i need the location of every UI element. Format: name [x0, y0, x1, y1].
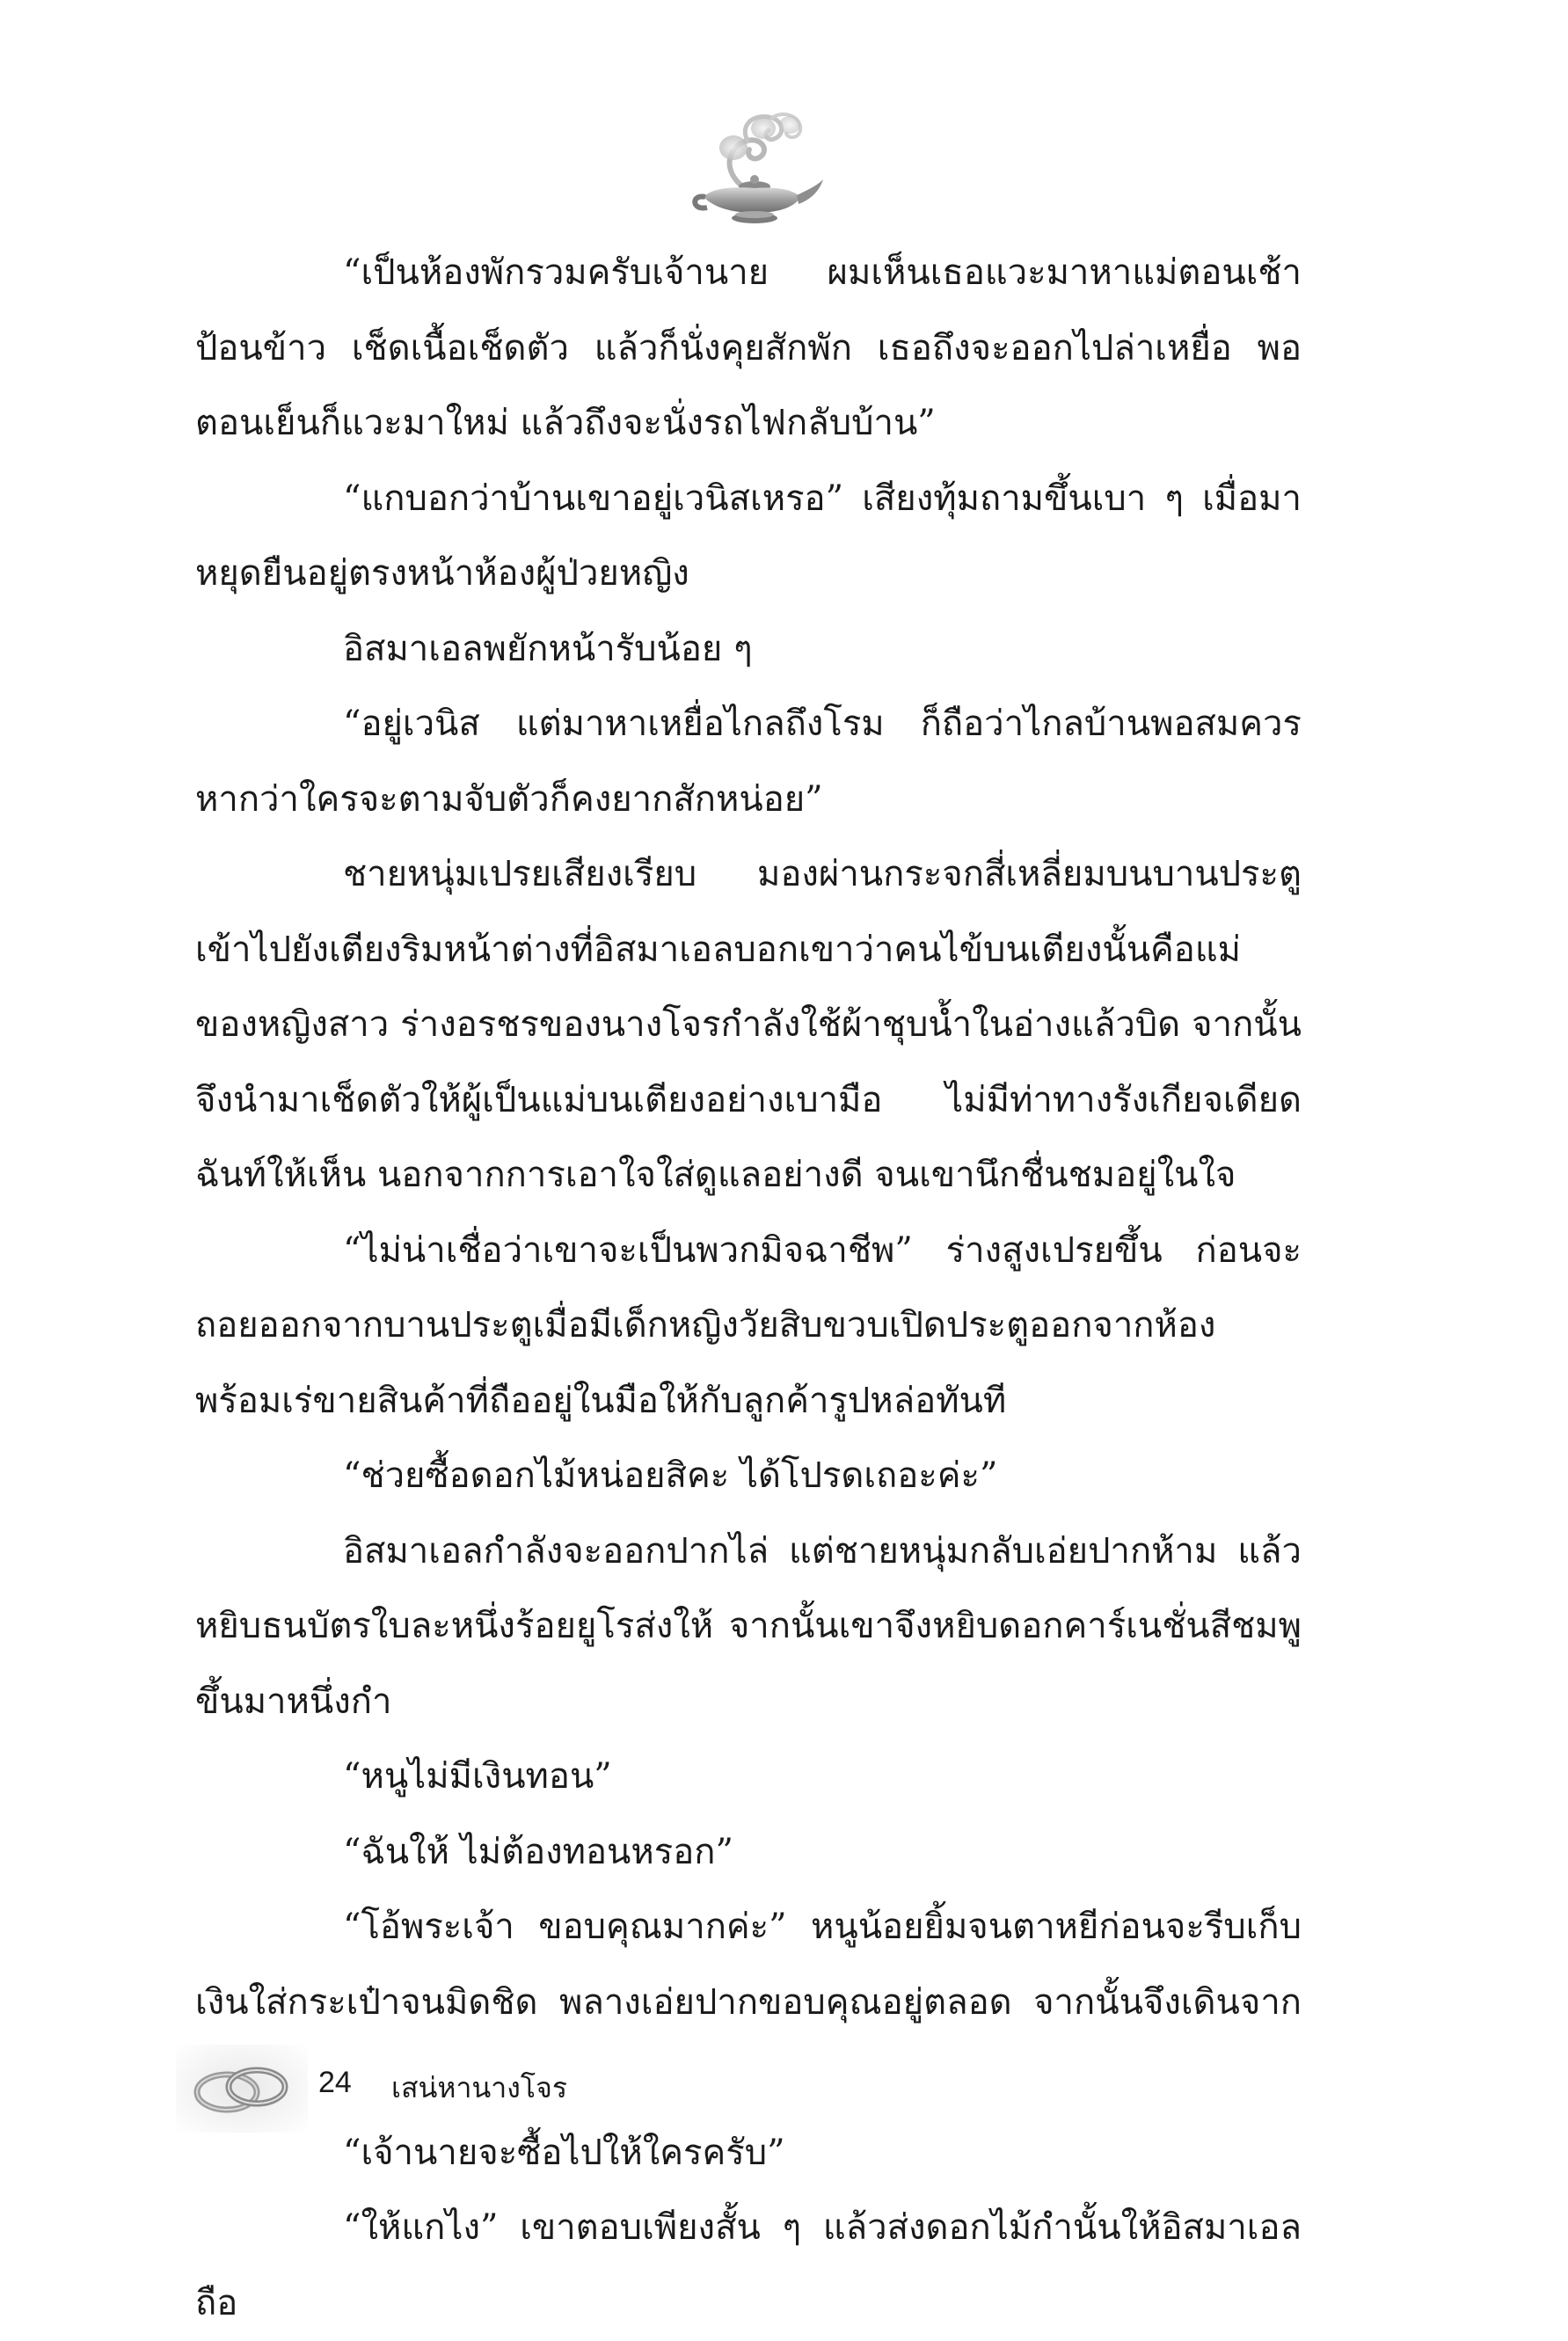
page-number: 24	[318, 2066, 352, 2099]
paragraph: “ช่วยซื้อดอกไม้หน่อยสิคะ ได้โปรดเถอะค่ะ”	[343, 1455, 998, 1496]
page-footer	[176, 2045, 791, 2133]
paragraph: “อยู่เวนิส แต่มาหาเหยื่อไกลถึงโรม ก็ถือว่าไกลบ้านพอสมควร หากว่าใครจะตามจับตัวก็คงยากสักหน่อย”	[195, 704, 1302, 820]
book-title: เสน่หานางโจร	[391, 2072, 567, 2104]
paragraph: ชายหนุ่มเปรยเสียงเรียบ มองผ่านกระจกสี่เหลี่ยมบนบานประตูเข้าไปยังเตียงริมหน้าต่างที่อิสมาเอลบอกเขาว่าคนไข้บนเตียงนั้นคือแม่ของหญิงสาว ร่างอรชรของนางโจรกำลังใช้ผ้าชุบน้ำในอ่างแล้วบิด จากนั้นจึงนำมาเช็ดตัวให้ผู้เป็นแม่บนเตียงอย่างเบามือ ไม่มีท่าทางรังเกียจเดียดฉันท์ให้เห็น นอกจากการเอาใจใส่ดูแลอย่างดี จนเขานึกชื่นชมอยู่ในใจ	[195, 854, 1302, 1195]
paragraph: “เป็นห้องพักรวมครับเจ้านาย ผมเห็นเธอแวะมาหาแม่ตอนเช้า ป้อนข้าว เช็ดเนื้อเช็ดตัว แล้วก็นั่งคุยสักพัก เธอถึงจะออกไปล่าเหยื่อ พอตอนเย็นก็แวะมาใหม่ แล้วถึงจะนั่งรถไฟกลับบ้าน”	[195, 252, 1302, 443]
page-body	[195, 236, 1302, 2341]
paragraph: “ให้แกไง” เขาตอบเพียงสั้น ๆ แล้วส่งดอกไม้กำนั้นให้อิสมาเอลถือ	[195, 2207, 1302, 2323]
wedding-rings-icon	[176, 2045, 308, 2133]
paragraph: “ไม่น่าเชื่อว่าเขาจะเป็นพวกมิจฉาชีพ” ร่างสูงเปรยขึ้น ก่อนจะถอยออกจากบานประตูเมื่อมีเด็กหญิงวัยสิบขวบเปิดประตูออกจากห้อง พร้อมเร่ขายสินค้าที่ถืออยู่ในมือให้กับลูกค้ารูปหล่อทันที	[195, 1229, 1302, 1421]
paragraph: อิสมาเอลกำลังจะออกปากไล่ แต่ชายหนุ่มกลับเอ่ยปากห้าม แล้วหยิบธนบัตรใบละหนึ่งร้อยยูโรส่งให้ จากนั้นเขาจึงหยิบดอกคาร์เนชั่นสีชมพูขึ้นมาหนึ่งกำ	[195, 1530, 1302, 1722]
paragraph: “เจ้านายจะซื้อไปให้ใครครับ”	[343, 2132, 785, 2173]
paragraph: “โอ้พระเจ้า ขอบคุณมากค่ะ” หนูน้อยยิ้มจนตาหยีก่อนจะรีบเก็บเงินใส่กระเป๋าจนมิดชิด พลางเอ่ยปากขอบคุณอยู่ตลอด จากนั้นจึงเดินจาก	[195, 1907, 1302, 2023]
paragraph: อิสมาเอลพยักหน้ารับน้อย ๆ	[343, 628, 753, 669]
genie-lamp-icon	[686, 106, 827, 237]
paragraph: “หนูไม่มีเงินทอน”	[343, 1756, 612, 1797]
paragraph: “ฉันให้ ไม่ต้องทอนหรอก”	[343, 1831, 733, 1872]
paragraph: “แกบอกว่าบ้านเขาอยู่เวนิสเหรอ” เสียงทุ้มถามขึ้นเบา ๆ เมื่อมาหยุดยืนอยู่ตรงหน้าห้องผู้ป่วยหญิง	[195, 478, 1302, 594]
